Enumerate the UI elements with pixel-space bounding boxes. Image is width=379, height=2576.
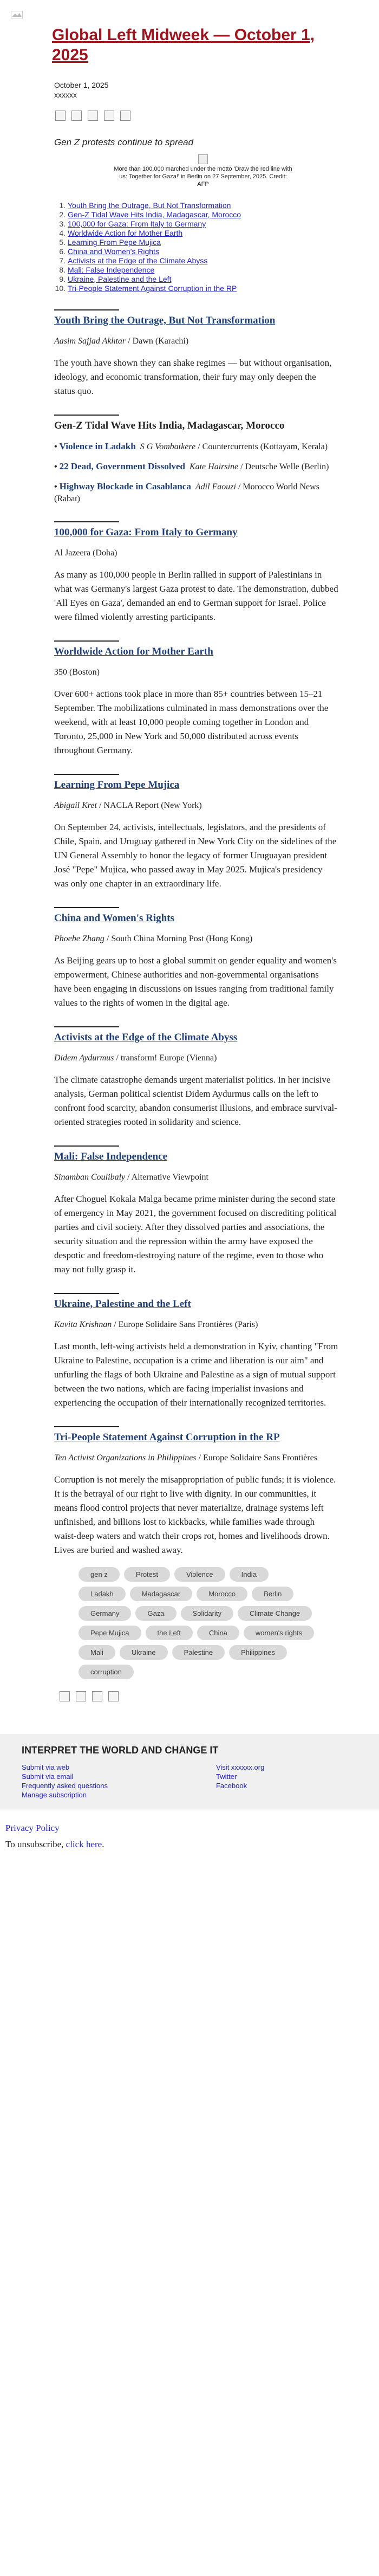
article-author: Adil Faouzi [195, 482, 236, 491]
toc-link[interactable]: Mali: False Independence [68, 266, 155, 274]
footer-column-right [216, 1763, 264, 1800]
toc-link[interactable]: Worldwide Action for Mother Earth [68, 229, 183, 237]
section-divider [54, 1145, 119, 1147]
article-author: Ten Activist Organizations in Philippines [54, 1453, 197, 1462]
article-title[interactable]: Learning From Pepe Mujica [54, 779, 180, 791]
toc-item [68, 284, 379, 293]
section-divider [54, 521, 119, 522]
article-source: / Europe Solidaire Sans Frontières (Paris) [112, 1320, 258, 1329]
article [54, 907, 338, 1010]
article [54, 640, 338, 758]
article [54, 774, 338, 891]
article [54, 309, 338, 398]
article-source: Morocco World News (Rabat) [54, 482, 319, 503]
toc-item [68, 210, 379, 219]
article-source: Al Jazeera (Doha) [54, 548, 117, 558]
tag-link[interactable]: the Left [146, 1626, 193, 1640]
toc-item [68, 266, 379, 275]
article-author: Aasim Sajjad Akhtar [54, 336, 126, 346]
tag-link[interactable]: India [230, 1567, 269, 1582]
footer-link[interactable]: Twitter [215, 1772, 237, 1781]
article-source: / South China Morning Post (Hong Kong) [104, 934, 253, 943]
tag-link[interactable]: Violence [174, 1567, 225, 1582]
article-byline [54, 1452, 338, 1464]
article-body: As Beijing gears up to host a global summit on gender equality and women's empowerment, Chinese authorities and non-governmental organisations have been engaging in discussions on issues ranging from traditional family values to the rights of women in the digital age. [54, 955, 337, 1008]
share-icon[interactable] [88, 111, 98, 121]
tag-link[interactable]: Mali [79, 1645, 115, 1660]
share-icon[interactable] [71, 111, 82, 121]
toc-link[interactable]: China and Women's Rights [68, 247, 159, 256]
toc-link[interactable]: Gen-Z Tidal Wave Hits India, Madagascar, Morocco [68, 210, 241, 219]
issue-date: October 1, 2025 [54, 81, 109, 89]
tag-link[interactable]: Pepe Mujica [79, 1626, 141, 1640]
article-body: As many as 100,000 people in Berlin rallied in support of Palestinians in what was Germany's largest Gaza protest to date. The demonstration, dubbed 'All Eyes on Gaza', demanded an end to German support for Israel. Police were filmed violently arresting participants. [54, 569, 338, 622]
section-divider [54, 907, 119, 908]
issue-meta [54, 80, 379, 100]
article-byline [54, 933, 338, 945]
footer-link[interactable]: Submit via web [22, 1763, 70, 1771]
article-title[interactable]: Tri-People Statement Against Corruption in the RP [54, 1432, 280, 1443]
toc-link[interactable]: Learning From Pepe Mujica [68, 238, 161, 247]
share-icon[interactable] [120, 111, 130, 121]
toc-link[interactable]: Activists at the Edge of the Climate Abyss [68, 256, 208, 265]
share-icon[interactable] [55, 111, 66, 121]
tag-link[interactable]: gen z [79, 1567, 120, 1582]
article-source: Countercurrents (Kottayam, Kerala) [202, 442, 328, 451]
sub-article: • 22 Dead, Government Dissolved Kate Hairsine / Deutsche Welle (Berlin) [54, 461, 329, 471]
section-divider [54, 309, 119, 310]
hero-caption: More than 100,000 marched under the motto 'Draw the red line with us: Together for Gaza!' in Berlin on 27 September, 2025. Credit: AFP [114, 166, 292, 187]
share-icon[interactable] [108, 1691, 119, 1701]
toc-link[interactable]: Ukraine, Palestine and the Left [68, 275, 172, 283]
toc-link[interactable]: Youth Bring the Outrage, But Not Transformation [68, 201, 231, 210]
toc-item [68, 238, 379, 247]
toc-item [68, 247, 379, 256]
share-icon[interactable] [60, 1691, 70, 1701]
article-body: On September 24, activists, intellectuals, legislators, and the presidents of Chile, Spain, and Uruguay gathered in New York City on the sidelines of the UN General Assembly to honor the legacy of former Uruguayan president José "Pepe" Mujica, who passed away in May 2025. Mujica's presidency was only one chapter in an extraordinary life. [54, 822, 337, 889]
newsletter-title[interactable]: Global Left Midweek — October 1, 2025 [52, 26, 315, 64]
sub-article-link[interactable]: 22 Dead, Government Dissolved [59, 461, 185, 471]
tag-link[interactable]: China [197, 1626, 239, 1640]
tag-link[interactable]: Ladakh [79, 1587, 126, 1601]
toc-link[interactable]: Tri-People Statement Against Corruption in the RP [68, 284, 237, 293]
article [54, 1145, 338, 1277]
article [54, 521, 338, 624]
tag-link[interactable]: Palestine [172, 1645, 225, 1660]
tag-link[interactable]: Solidarity [181, 1606, 233, 1621]
tag-link[interactable]: Germany [79, 1606, 131, 1621]
share-icons-bottom [60, 1691, 379, 1701]
footer-link[interactable]: Visit xxxxxx.org [215, 1763, 265, 1771]
article-body: After Choguel Kokala Malga became prime minister during the second state of emergency in May 2021, the government focused on discrediting political parties and civil society. After they dissolved parties and associations, the security situation and the repression within the army have exposed the despotic and freedom-destroying nature of the regime, even to those who may not fully grasp it. [54, 1194, 337, 1274]
article-body: The climate catastrophe demands urgent materialist politics. In her incisive analysis, German political scientist Didem Aydurmus calls on the left to confront food scarcity, abandon consumerist illusions, and embrace survival-oriented strategies rooted in solidarity and science. [54, 1075, 337, 1127]
article-source: / Dawn (Karachi) [126, 336, 189, 346]
share-icon[interactable] [92, 1691, 102, 1701]
footer-heading: INTERPRET THE WORLD AND CHANGE IT [22, 1745, 219, 1756]
tag-link[interactable]: Gaza [135, 1606, 176, 1621]
article-byline [54, 1319, 338, 1331]
sub-article-link[interactable]: Violence in Ladakh [59, 441, 136, 451]
article-author: Didem Aydurmus [54, 1053, 114, 1063]
sub-article: • Highway Blockade in Casablanca Adil Faouzi / Morocco World News (Rabat) [54, 481, 319, 503]
footer-link[interactable]: Facebook [215, 1782, 247, 1790]
section-divider [54, 1026, 119, 1027]
article-source: / Europe Solidaire Sans Frontières [196, 1453, 318, 1462]
article-body: Corruption is not merely the misappropriation of public funds; it is violence. It is the betrayal of our right to live with dignity. In our communities, it means flood control projects that never materialize, drainage systems left unfinished, and billions lost to kickbacks, while families wade through waist-deep waters and watch their crops rot, homes and livelihoods drown. Lives are buried and washed away. [54, 1474, 336, 1555]
article-source: 350 (Boston) [54, 668, 100, 677]
share-icon[interactable] [76, 1691, 86, 1701]
footer-link[interactable]: Frequently asked questions [22, 1782, 108, 1790]
hero-image-icon [198, 154, 208, 164]
unsubscribe-link[interactable]: click here [66, 1839, 102, 1849]
tag-link[interactable]: Philippines [229, 1645, 287, 1660]
article-author: Kavita Krishnan [54, 1320, 112, 1329]
article-body: Last month, left-wing activists held a demonstration in Kyiv, chanting "From Ukraine to Palestine, occupation is a crime and liberation is our aim" and unfurling the flags of both Ukraine and Palestine as a sign of mutual support between the two nations, which are facing imperialist invasions and experiencing the occupation of their internationally recognized territories. [54, 1341, 338, 1408]
article-author: Sinamban Coulibaly [54, 1173, 126, 1182]
tag-list [79, 1567, 317, 1679]
unsubscribe-text: To unsubscribe, [5, 1839, 66, 1849]
toc-item [68, 275, 379, 284]
tag-link[interactable]: Berlin [252, 1587, 293, 1601]
article-title[interactable]: Youth Bring the Outrage, But Not Transformation [54, 315, 276, 326]
article-author: Abigail Kret [54, 801, 97, 810]
article-body: Over 600+ actions took place in more than 85+ countries between 15–21 September. The mobilizations culminated in mass demonstrations over the weekend, with at least 10,000 people coming together in London and Toronto, 25,000 in New York and 50,000 distributed across events throughout Germany. [54, 689, 329, 755]
tag-link[interactable]: corruption [79, 1665, 134, 1679]
unsubscribe-line: To unsubscribe, click here. [5, 1839, 104, 1849]
tag-link[interactable]: Morocco [197, 1587, 247, 1601]
article-body: The youth have shown they can shake regimes — but without organisation, ideology, and economic transformation, their fury may only deepen the status quo. [54, 358, 332, 396]
article-author: Kate Hairsine [189, 462, 239, 471]
toc-link[interactable]: 100,000 for Gaza: From Italy to Germany [68, 219, 206, 228]
article-title[interactable]: 100,000 for Gaza: From Italy to Germany [54, 527, 238, 538]
logo-icon [11, 11, 23, 18]
article-title[interactable]: Worldwide Action for Mother Earth [54, 646, 213, 657]
article-source: / NACLA Report (New York) [96, 801, 202, 810]
toc-item [68, 219, 379, 229]
issue-tagline: Gen Z protests continue to spread [54, 137, 194, 147]
section-divider [54, 1426, 119, 1427]
footer-links [22, 1763, 379, 1800]
article-title: Gen-Z Tidal Wave Hits India, Madagascar, Morocco [54, 420, 285, 431]
section-divider [54, 774, 119, 775]
article-title[interactable]: Ukraine, Palestine and the Left [54, 1298, 191, 1310]
article [54, 1026, 338, 1129]
article-byline [54, 1172, 338, 1183]
sub-article: • Violence in Ladakh S G Vombatkere / Countercurrents (Kottayam, Kerala) [54, 441, 328, 451]
article-source: / transform! Europe (Vienna) [114, 1053, 217, 1063]
sub-article-link[interactable]: Highway Blockade in Casablanca [59, 481, 191, 491]
toc-item [68, 256, 379, 266]
bottom-links [5, 1820, 379, 1853]
hero-figure [114, 154, 292, 188]
article-author: Phoebe Zhang [54, 934, 104, 943]
share-icon[interactable] [104, 111, 114, 121]
tag-link[interactable]: Ukraine [120, 1645, 168, 1660]
article-byline [54, 800, 338, 812]
article [54, 1293, 338, 1410]
article-source: Deutsche Welle (Berlin) [245, 462, 329, 471]
privacy-policy-link[interactable]: Privacy Policy [5, 1823, 60, 1833]
article-byline [54, 1052, 338, 1064]
article-title[interactable]: China and Women's Rights [54, 912, 174, 924]
section-divider [54, 1293, 119, 1294]
footer-link[interactable]: Submit via email [22, 1772, 74, 1781]
article-byline [54, 335, 338, 347]
article-source: / Alternative Viewpoint [125, 1173, 208, 1182]
section-divider [54, 640, 119, 642]
issue-number: xxxxxx [54, 90, 77, 99]
article [54, 415, 338, 505]
tag-link[interactable]: Protest [124, 1567, 170, 1582]
share-icons-top [55, 111, 379, 121]
tag-link[interactable]: Climate Change [238, 1606, 312, 1621]
tag-link[interactable]: women's rights [244, 1626, 314, 1640]
table-of-contents [68, 201, 379, 293]
footer-column-left [22, 1763, 108, 1800]
article-author: S G Vombatkere [140, 442, 196, 451]
tag-link[interactable]: Madagascar [130, 1587, 193, 1601]
footer-link[interactable]: Manage subscription [22, 1791, 87, 1799]
article [54, 1426, 338, 1557]
article-title[interactable]: Activists at the Edge of the Climate Abyss [54, 1032, 238, 1043]
footer [0, 1734, 379, 1810]
article-title[interactable]: Mali: False Independence [54, 1151, 167, 1162]
toc-item [68, 229, 379, 238]
toc-item [68, 201, 379, 210]
section-divider [54, 415, 119, 416]
newsletter-container [5, 25, 379, 1701]
